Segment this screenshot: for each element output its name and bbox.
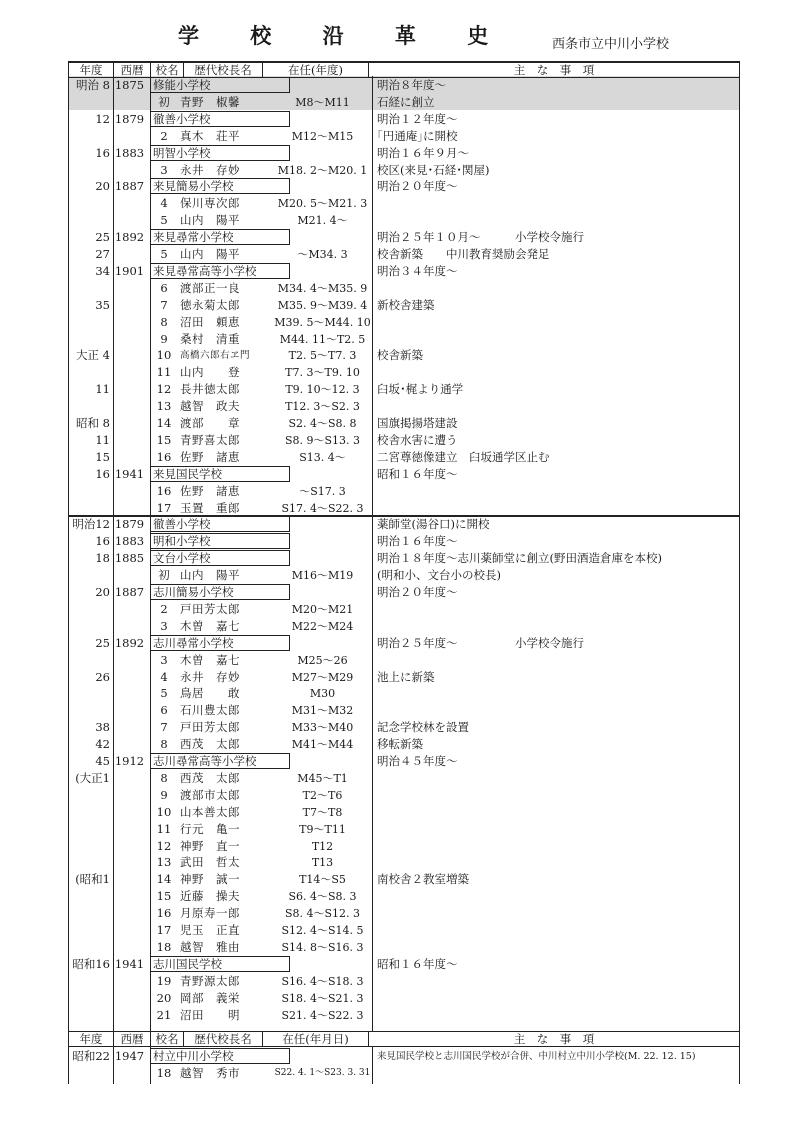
era-cell: 34 — [95, 263, 110, 278]
table-row — [68, 1048, 740, 1065]
table-row — [68, 922, 740, 939]
era-cell: 16 — [95, 534, 110, 549]
principal-name-cell: 神野 誠一 — [180, 872, 240, 887]
principal-number-cell: 14 — [156, 416, 172, 430]
term-cell: M31～M32 — [291, 704, 354, 718]
event-cell: 昭和１６年度～ — [377, 956, 458, 971]
table-row — [68, 702, 740, 719]
header-term: 在任(年月日) — [263, 1032, 369, 1047]
event-cell: 校舎新築 中川教育奨励会発足 — [377, 247, 550, 261]
principal-number-cell: 13 — [156, 399, 172, 414]
table-row — [68, 787, 740, 804]
principal-name-cell: 青野 椒馨 — [180, 94, 240, 109]
term-cell: T9. 10～12. 3 — [285, 383, 360, 397]
table-border-left — [68, 61, 69, 1084]
table-row — [68, 178, 740, 195]
table-row — [68, 888, 740, 905]
era-cell: 12 — [95, 111, 110, 126]
principal-name-cell: 徳永菊太郎 — [180, 297, 240, 312]
principal-name-cell: 山内 陽平 — [180, 247, 240, 261]
year-cell: 1892 — [114, 635, 145, 650]
year-cell: 1883 — [114, 534, 145, 549]
principal-name-cell: 児玉 正直 — [180, 923, 240, 937]
term-cell: S6. 4～S8. 3 — [288, 890, 357, 904]
principal-number-cell: 初 — [158, 94, 170, 109]
principal-name-cell: 岡部 義栄 — [180, 990, 240, 1005]
header-era: 年度 — [69, 1032, 114, 1047]
table-row — [68, 770, 740, 787]
term-cell: S8. 9～S13. 3 — [284, 433, 361, 447]
table-row — [68, 584, 740, 601]
school-name-cell: 明智小学校 — [150, 145, 290, 161]
term-cell: T12 — [311, 839, 334, 853]
term-cell: S2. 4～S8. 8 — [288, 417, 357, 430]
table-row — [68, 533, 740, 550]
header-event: 主 な 事 項 — [369, 62, 740, 78]
term-cell: S21. 4～S22. 3 — [281, 1008, 364, 1022]
event-cell: (明和小、文台小の校長) — [377, 568, 501, 583]
event-cell: 新校舎建築 — [377, 297, 435, 312]
era-cell: 明治12 — [72, 517, 110, 532]
principal-name-cell: 木曽 嘉七 — [180, 618, 240, 633]
principal-number-cell: 14 — [156, 872, 172, 887]
principal-name-cell: 越智 政夫 — [180, 399, 240, 414]
table-row — [68, 145, 740, 162]
era-cell: 16 — [95, 145, 110, 160]
principal-name-cell: 青野喜太郎 — [180, 432, 240, 447]
term-cell: S22. 4. 1～S23. 3. 31 — [274, 1068, 371, 1078]
event-cell: 明治４５年度～ — [377, 754, 458, 768]
term-cell: S17. 4～S22. 3 — [281, 501, 364, 515]
term-cell: T12. 3～S2. 3 — [285, 400, 360, 414]
term-cell: T7. 3～T9. 10 — [285, 366, 360, 380]
era-cell: 27 — [95, 247, 110, 261]
event-cell: 明治２５年度～ 小学校令施行 — [377, 635, 584, 650]
principal-name-cell: 長井徳太郎 — [180, 382, 240, 397]
principal-number-cell: 12 — [156, 838, 172, 853]
table-row — [68, 635, 740, 652]
principal-name-cell: 渡部正一良 — [180, 280, 240, 295]
era-cell: 45 — [95, 754, 110, 768]
school-name-cell: 村立中川小学校 — [150, 1048, 290, 1064]
table-header — [68, 61, 740, 78]
table-row — [68, 111, 740, 128]
table-row — [68, 297, 740, 314]
school-name-cell: 来見簡易小学校 — [150, 178, 290, 194]
era-cell: 昭和16 — [72, 956, 110, 971]
principal-name-cell: 鳥居 敢 — [180, 686, 240, 701]
event-cell: 明治２５年１０月～ 小学校令施行 — [377, 230, 584, 245]
principal-number-cell: 9 — [160, 331, 168, 346]
event-cell: 昭和１６年度～ — [377, 466, 458, 481]
principal-number-cell: 5 — [160, 247, 168, 261]
term-cell: M33～M40 — [291, 721, 354, 735]
principal-number-cell: 21 — [156, 1007, 172, 1022]
term-cell: M25～26 — [297, 653, 348, 667]
year-cell: 1887 — [114, 585, 145, 599]
header-principal: 歴代校長名 — [184, 62, 263, 78]
table-row — [68, 128, 740, 145]
header-year: 西暦 — [114, 62, 151, 78]
table-row — [68, 804, 740, 821]
header-school: 校名 — [151, 62, 184, 78]
term-cell: S8. 4～S12. 3 — [284, 907, 361, 921]
principal-number-cell: 13 — [156, 855, 172, 870]
principal-number-cell: 11 — [156, 365, 172, 380]
term-cell: T2. 5～T7. 3 — [288, 349, 357, 363]
principal-name-cell: 山内 陽平 — [180, 213, 240, 228]
event-cell: 南校舎２教室増築 — [377, 872, 469, 887]
principal-name-cell: 越智 秀市 — [180, 1066, 240, 1080]
event-cell: 記念学校林を設置 — [377, 720, 469, 735]
table-row — [68, 432, 740, 449]
principal-number-cell: 7 — [160, 297, 168, 312]
era-cell: 42 — [95, 737, 110, 752]
principal-number-cell: 16 — [156, 483, 172, 498]
era-cell: 38 — [95, 720, 110, 735]
principal-number-cell: 15 — [156, 432, 172, 447]
era-cell: 明治 8 — [76, 78, 110, 92]
principal-name-cell: 神野 直一 — [180, 838, 240, 853]
table-row — [68, 601, 740, 618]
term-cell: M12～M15 — [291, 129, 354, 143]
header-year: 西暦 — [114, 1032, 151, 1047]
grid-line — [113, 76, 114, 1031]
principal-number-cell: 6 — [160, 703, 168, 718]
table-row — [68, 280, 740, 297]
school-name-cell: 修能小学校 — [150, 77, 290, 93]
principal-name-cell: 真木 荘平 — [180, 128, 240, 143]
event-cell: 明治１２年度～ — [377, 111, 458, 126]
term-cell: M18. 2～M20. 1 — [277, 163, 368, 177]
header-event: 主 な 事 項 — [369, 1032, 740, 1047]
event-cell: 明治３４年度～ — [377, 263, 458, 278]
era-cell: 25 — [95, 635, 110, 650]
year-cell: 1879 — [114, 111, 145, 126]
principal-name-cell: 山内 陽平 — [180, 568, 240, 583]
event-cell: ｢円通庵｣に開校 — [377, 128, 458, 143]
table-row — [68, 398, 740, 415]
principal-name-cell: 戸田芳太郎 — [180, 601, 240, 616]
table-border-right — [739, 61, 740, 1084]
event-cell: 校区(来見･石経･関屋) — [377, 162, 490, 177]
table-row — [68, 449, 740, 466]
table-row — [68, 736, 740, 753]
table-row — [68, 567, 740, 584]
principal-name-cell: 石川豊太郎 — [180, 703, 240, 718]
table-row — [68, 838, 740, 855]
principal-name-cell: 西茂 太郎 — [180, 737, 240, 752]
grid-line — [372, 76, 373, 1031]
term-cell: M39. 5～M44. 10 — [274, 315, 371, 329]
principal-number-cell: 10 — [156, 804, 172, 819]
section-divider — [68, 515, 740, 517]
principal-name-cell: 玉置 重郎 — [180, 500, 240, 515]
principal-name-cell: 青野源太郎 — [180, 973, 240, 988]
table-row — [68, 195, 740, 212]
term-cell: M22～M24 — [291, 619, 354, 633]
table-row — [68, 905, 740, 922]
table-row — [68, 821, 740, 838]
principal-name-cell: 永井 存妙 — [180, 162, 240, 177]
era-cell: 昭和 8 — [76, 416, 110, 430]
principal-name-cell: 武田 哲太 — [180, 855, 240, 870]
table-row — [68, 516, 740, 533]
principal-name-cell: 佐野 諸恵 — [180, 483, 240, 498]
era-cell: 20 — [95, 179, 110, 194]
principal-number-cell: 12 — [156, 382, 172, 397]
principal-number-cell: 2 — [160, 601, 168, 616]
term-cell: T13 — [311, 856, 334, 870]
school-name-cell: 徹善小学校 — [150, 516, 290, 532]
school-name-cell: 志川簡易小学校 — [150, 584, 290, 600]
era-cell: 16 — [95, 466, 110, 481]
term-cell: ～M34. 3 — [297, 248, 348, 261]
term-cell: M30 — [309, 687, 336, 701]
principal-number-cell: 20 — [156, 990, 172, 1005]
year-cell: 1901 — [114, 263, 145, 278]
event-cell: 来見国民学校と志川国民学校が合併、中川村立中川小学校(M. 22. 12. 15) — [377, 1051, 696, 1062]
year-cell: 1879 — [114, 517, 145, 532]
event-cell: 移転新築 — [377, 737, 423, 752]
principal-name-cell: 木曽 嘉七 — [180, 652, 240, 667]
era-cell: 26 — [95, 669, 110, 684]
table-row — [68, 854, 740, 871]
table-row — [68, 77, 740, 94]
principal-number-cell: 6 — [160, 280, 168, 295]
year-cell: 1875 — [114, 78, 145, 92]
table-row — [68, 162, 740, 179]
principal-number-cell: 16 — [156, 906, 172, 921]
principal-number-cell: 4 — [160, 669, 168, 684]
term-cell: M27～M29 — [291, 670, 354, 684]
principal-number-cell: 7 — [160, 720, 168, 735]
principal-number-cell: 3 — [160, 652, 168, 667]
principal-name-cell: 越智 雅由 — [180, 939, 240, 954]
table-row — [68, 973, 740, 990]
term-cell: M20～M21 — [291, 602, 354, 616]
school-name-cell: 来見国民学校 — [150, 466, 290, 482]
table-row — [68, 246, 740, 263]
event-cell: 明治１８年度～志川薬師堂に創立(野田酒造倉庫を本校) — [377, 551, 662, 566]
school-name: 西条市立中川小学校 — [552, 37, 670, 52]
principal-number-cell: 10 — [156, 348, 172, 363]
event-cell: 臼坂･梶より通学 — [377, 382, 464, 397]
term-cell: S12. 4～S14. 5 — [281, 924, 364, 937]
school-name-cell: 文台小学校 — [150, 550, 290, 566]
term-cell: S13. 4～ — [299, 450, 346, 464]
event-cell: 明治１６年９月～ — [377, 145, 469, 160]
principal-name-cell: 戸田芳太郎 — [180, 720, 240, 735]
page-title: 学 校 沿 革 史 — [178, 23, 511, 48]
principal-name-cell: 西茂 太郎 — [180, 770, 240, 785]
table-row — [68, 94, 740, 111]
year-cell: 1941 — [114, 956, 145, 971]
principal-number-cell: 19 — [156, 973, 172, 988]
table-row — [68, 956, 740, 973]
grid-line — [113, 1047, 114, 1084]
table-row — [68, 990, 740, 1007]
grid-line — [150, 1047, 151, 1084]
term-cell: M44. 11～T2. 5 — [279, 332, 366, 346]
event-cell: 明治２０年度～ — [377, 179, 458, 194]
era-cell: 11 — [95, 382, 110, 397]
principal-name-cell: 山本善太郎 — [180, 804, 240, 819]
grid-line — [372, 1047, 373, 1084]
event-cell: 明治８年度～ — [377, 78, 446, 92]
event-cell: 明治２０年度～ — [377, 585, 458, 599]
era-cell: 大正 4 — [76, 348, 110, 363]
term-cell: M35. 9～M39. 4 — [277, 298, 368, 312]
term-cell: S18. 4～S21. 3 — [281, 991, 364, 1005]
principal-name-cell: 保川専次郎 — [180, 196, 240, 211]
table-row — [68, 669, 740, 686]
term-cell: S16. 4～S18. 3 — [281, 974, 364, 988]
term-cell: M8～M11 — [295, 95, 350, 109]
school-name-cell: 来見尋常小学校 — [150, 229, 290, 245]
year-cell: 1883 — [114, 145, 145, 160]
era-cell: (大正1 — [75, 770, 110, 785]
table-header-lower — [68, 1031, 740, 1047]
event-cell: 石経に創立 — [377, 94, 435, 109]
event-cell: 国旗掲揚塔建設 — [377, 416, 458, 430]
era-cell: 11 — [95, 432, 110, 447]
table-row — [68, 347, 740, 364]
table-row — [68, 652, 740, 669]
table-row — [68, 871, 740, 888]
principal-number-cell: 初 — [158, 568, 170, 583]
principal-name-cell: 佐野 諸恵 — [180, 449, 240, 464]
principal-name-cell: 月原寿一郎 — [180, 906, 240, 921]
school-name-cell: 徹善小学校 — [150, 111, 290, 127]
principal-number-cell: 5 — [160, 686, 168, 701]
era-cell: 昭和22 — [72, 1049, 110, 1063]
table-row — [68, 314, 740, 331]
era-cell: 35 — [95, 297, 110, 312]
principal-number-cell: 8 — [160, 314, 168, 329]
term-cell: T9～T11 — [299, 822, 346, 836]
school-name-cell: 志川尋常高等小学校 — [150, 753, 290, 769]
table-row — [68, 229, 740, 246]
header-principal: 歴代校長名 — [184, 1032, 263, 1047]
table-row — [68, 331, 740, 348]
header-term: 在任(年度) — [263, 62, 369, 78]
table-row — [68, 939, 740, 956]
era-cell: 18 — [95, 551, 110, 566]
header-school: 校名 — [151, 1032, 184, 1047]
term-cell: T7～T8 — [302, 805, 343, 819]
principal-number-cell: 17 — [156, 500, 172, 515]
term-cell: M20. 5～M21. 3 — [277, 197, 368, 211]
term-cell: M34. 4～M35. 9 — [277, 281, 368, 295]
principal-number-cell: 18 — [156, 939, 172, 954]
term-cell: S14. 8～S16. 3 — [281, 940, 364, 954]
principal-number-cell: 15 — [156, 889, 172, 904]
era-cell: 20 — [95, 585, 110, 599]
event-cell: 薬師堂(湯谷口)に開校 — [377, 517, 490, 532]
school-name-cell: 志川尋常小学校 — [150, 635, 290, 651]
table-row — [68, 364, 740, 381]
principal-name-cell: 行元 亀一 — [180, 821, 240, 836]
term-cell: M16～M19 — [291, 569, 354, 583]
year-cell: 1947 — [114, 1049, 145, 1063]
table-row — [68, 381, 740, 398]
table-row — [68, 415, 740, 432]
principal-number-cell: 3 — [160, 162, 168, 177]
term-cell: T14～S5 — [299, 873, 346, 887]
era-cell: 15 — [95, 449, 110, 464]
table-row — [68, 466, 740, 483]
era-cell: 25 — [95, 230, 110, 245]
event-cell: 明治１６年度～ — [377, 534, 458, 549]
table-row — [68, 1065, 740, 1082]
table-row — [68, 719, 740, 736]
principal-number-cell: 3 — [160, 618, 168, 633]
table-row — [68, 1007, 740, 1024]
event-cell: 二宮尊徳像建立 臼坂通学区止む — [377, 449, 550, 464]
table-row — [68, 212, 740, 229]
principal-name-cell: 近藤 操夫 — [180, 889, 240, 904]
principal-number-cell: 9 — [160, 787, 168, 802]
school-name-cell: 明和小学校 — [150, 533, 290, 549]
principal-number-cell: 5 — [160, 213, 168, 228]
year-cell: 1912 — [114, 754, 145, 768]
table-row — [68, 500, 740, 517]
principal-number-cell: 17 — [156, 923, 172, 937]
principal-number-cell: 8 — [160, 770, 168, 785]
event-cell: 校舎水害に遭う — [377, 432, 458, 447]
principal-number-cell: 16 — [156, 449, 172, 464]
principal-number-cell: 18 — [156, 1066, 172, 1080]
event-cell: 池上に新築 — [377, 669, 435, 684]
school-name-cell: 来見尋常高等小学校 — [150, 263, 290, 279]
term-cell: ～S17. 3 — [299, 484, 346, 498]
event-cell: 校舎新築 — [377, 348, 423, 363]
year-cell: 1885 — [114, 551, 145, 566]
table-row — [68, 483, 740, 500]
table-row — [68, 618, 740, 635]
principal-name-cell: 渡部市太郎 — [180, 787, 240, 802]
principal-name-cell: 桑村 清重 — [180, 331, 240, 346]
principal-number-cell: 11 — [156, 821, 172, 836]
term-cell: T2～T6 — [302, 788, 343, 802]
principal-number-cell: 2 — [160, 128, 168, 143]
principal-name-cell: 山内 登 — [180, 365, 240, 380]
term-cell: M45～T1 — [297, 771, 348, 785]
principal-name-cell: 高橋六郎右ヱ門 — [180, 350, 251, 362]
principal-name-cell: 沼田 明 — [180, 1007, 240, 1022]
principal-name-cell: 沼田 頼恵 — [180, 314, 240, 329]
table-row — [68, 550, 740, 567]
year-cell: 1892 — [114, 230, 145, 245]
principal-name-cell: 永井 存妙 — [180, 669, 240, 684]
table-row — [68, 263, 740, 280]
grid-line — [150, 76, 151, 1031]
principal-number-cell: 4 — [160, 196, 168, 211]
table-row — [68, 685, 740, 702]
term-cell: M21. 4～ — [297, 214, 348, 228]
school-name-cell: 志川国民学校 — [150, 956, 290, 972]
year-cell: 1941 — [114, 466, 145, 481]
principal-number-cell: 8 — [160, 737, 168, 752]
table-row — [68, 753, 740, 770]
header-era: 年度 — [69, 62, 114, 78]
term-cell: M41～M44 — [291, 738, 354, 752]
era-cell: (昭和1 — [75, 872, 110, 887]
principal-name-cell: 渡部 章 — [180, 416, 240, 430]
year-cell: 1887 — [114, 179, 145, 194]
